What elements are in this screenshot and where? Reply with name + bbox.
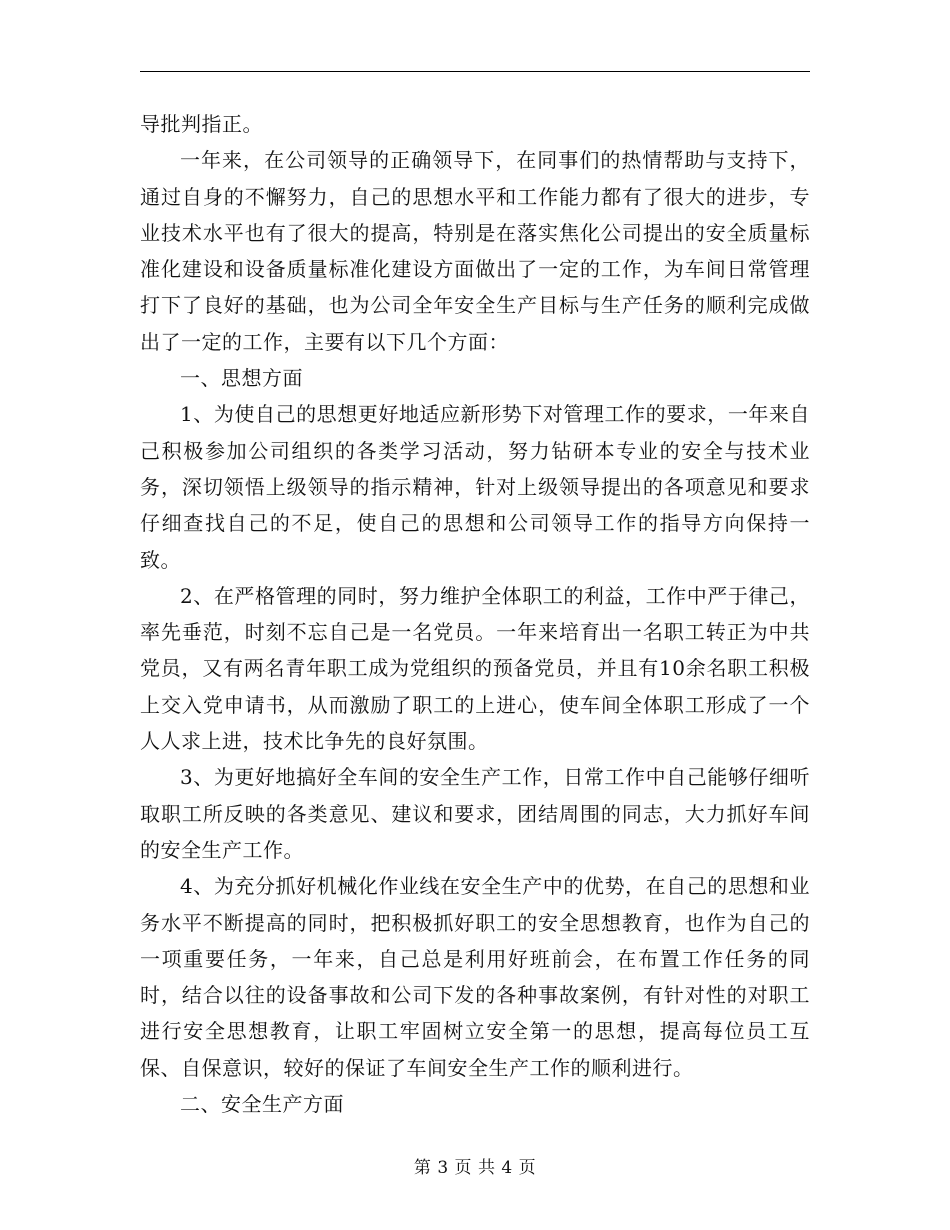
page-number: 第 3 页 共 4 页 [413,1158,537,1178]
paragraph-item-4: 4、为充分抓好机械化作业线在安全生产中的优势，在自己的思想和业务水平不断提高的同时，把积极抓好职工的安全思想教育，也作为自己的一项重要任务，一年来，自己总是利用好班前会，在布置工作任务的同时，结合以往的设备事故和公司下发的各种事故案例，有针对性的对职工进行安全思想教育，让职工牢固树立安全第一的思想，提高每位员工互保、自保意识，较好的保证了车间安全生产工作的顺利进行。 [140,874,810,1080]
paragraph-intro: 一年来，在公司领导的正确领导下，在同事们的热情帮助与支持下，通过自身的不懈努力，自己的思想水平和工作能力都有了很大的进步，专业技术水平也有了很大的提高，特别是在落实焦化公司提出的安全质量标准化建设和设备质量标准化建设方面做出了一定的工作，为车间日常管理打下了良好的基础，也为公司全年安全生产目标与生产任务的顺利完成做出了一定的工作，主要有以下几个方面： [140,148,810,354]
paragraph-item-1: 1、为使自己的思想更好地适应新形势下对管理工作的要求，一年来自己积极参加公司组织的各类学习活动，努力钻研本专业的安全与技术业务，深切领悟上级领导的指示精神，针对上级领导提出的各项意见和要求仔细查找自己的不足，使自己的思想和公司领导工作的指导方向保持一致。 [140,402,810,572]
paragraph-closing: 导批判指正。 [140,112,263,136]
paragraph-item-2: 2、在严格管理的同时，努力维护全体职工的利益，工作中严于律己，率先垂范，时刻不忘自己是一名党员。一年来培育出一名职工转正为中共党员，又有两名青年职工成为党组织的预备党员，并且有10余名职工积极上交入党申请书，从而激励了职工的上进心，使车间全体职工形成了一个人人求上进，技术比争先的良好氛围。 [140,583,810,754]
section-heading-thought: 一、思想方面 [180,366,303,391]
header-rule [140,71,810,72]
paragraph-item-3: 3、为更好地搞好全车间的安全生产工作，日常工作中自己能够仔细听取职工所反映的各类意见、建议和要求，团结周围的同志，大力抓好车间的安全生产工作。 [140,765,810,862]
document-body [140,106,810,1122]
section-heading-safety: 二、安全生产方面 [180,1092,344,1117]
